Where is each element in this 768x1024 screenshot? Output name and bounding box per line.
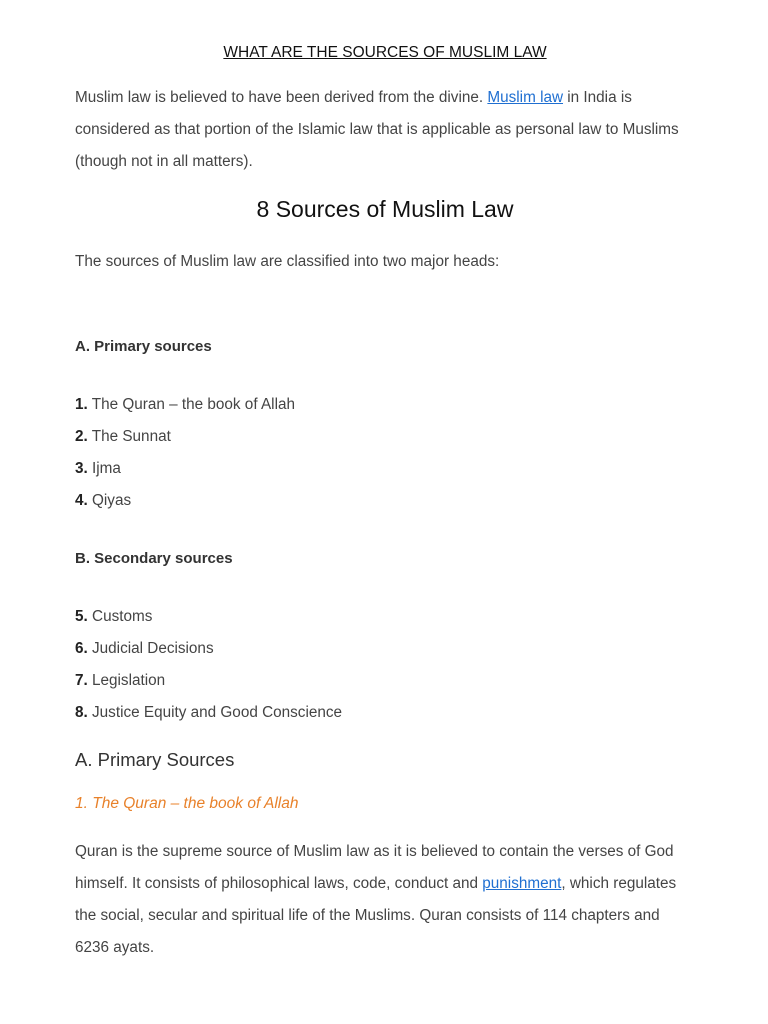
primary-sources-heading: A. Primary sources — [75, 338, 212, 355]
main-heading: 8 Sources of Muslim Law — [256, 196, 514, 222]
muslim-law-link[interactable]: Muslim law — [487, 89, 564, 106]
list-item: 7. Legislation — [75, 672, 166, 689]
quran-subheading: 1. The Quran – the book of Allah — [75, 795, 299, 812]
list-item: 8. Justice Equity and Good Conscience — [75, 704, 343, 721]
primary-sources-section-heading: A. Primary Sources — [75, 749, 235, 770]
document-title: WHAT ARE THE SOURCES OF MUSLIM LAW — [223, 44, 547, 61]
list-item: 6. Judicial Decisions — [75, 640, 214, 657]
list-item: 4. Qiyas — [75, 492, 132, 509]
intro-paragraph: Muslim law is believed to have been derived from the divine. Muslim law in India is considered as that portion of the Islamic law that is applicable as personal law to Muslims (though not in all matters). — [75, 89, 679, 170]
secondary-sources-list — [75, 601, 342, 729]
list-item: 1. The Quran – the book of Allah — [75, 396, 295, 413]
classification-text: The sources of Muslim law are classified into two major heads: — [75, 253, 500, 270]
list-item: 3. Ijma — [75, 460, 121, 477]
list-item: 2. The Sunnat — [75, 428, 171, 445]
secondary-sources-heading: B. Secondary sources — [75, 550, 233, 567]
punishment-link[interactable]: punishment — [482, 875, 562, 892]
list-item: 5. Customs — [75, 608, 153, 625]
quran-paragraph: Quran is the supreme source of Muslim law as it is believed to contain the verses of God himself. It consists of philosophical laws, code, conduct and punishment, which regulates the social, secular and spiritual life of the Muslims. Quran consists of 114 chapters and 6236 ayats. — [75, 843, 677, 956]
primary-sources-list — [75, 389, 295, 517]
